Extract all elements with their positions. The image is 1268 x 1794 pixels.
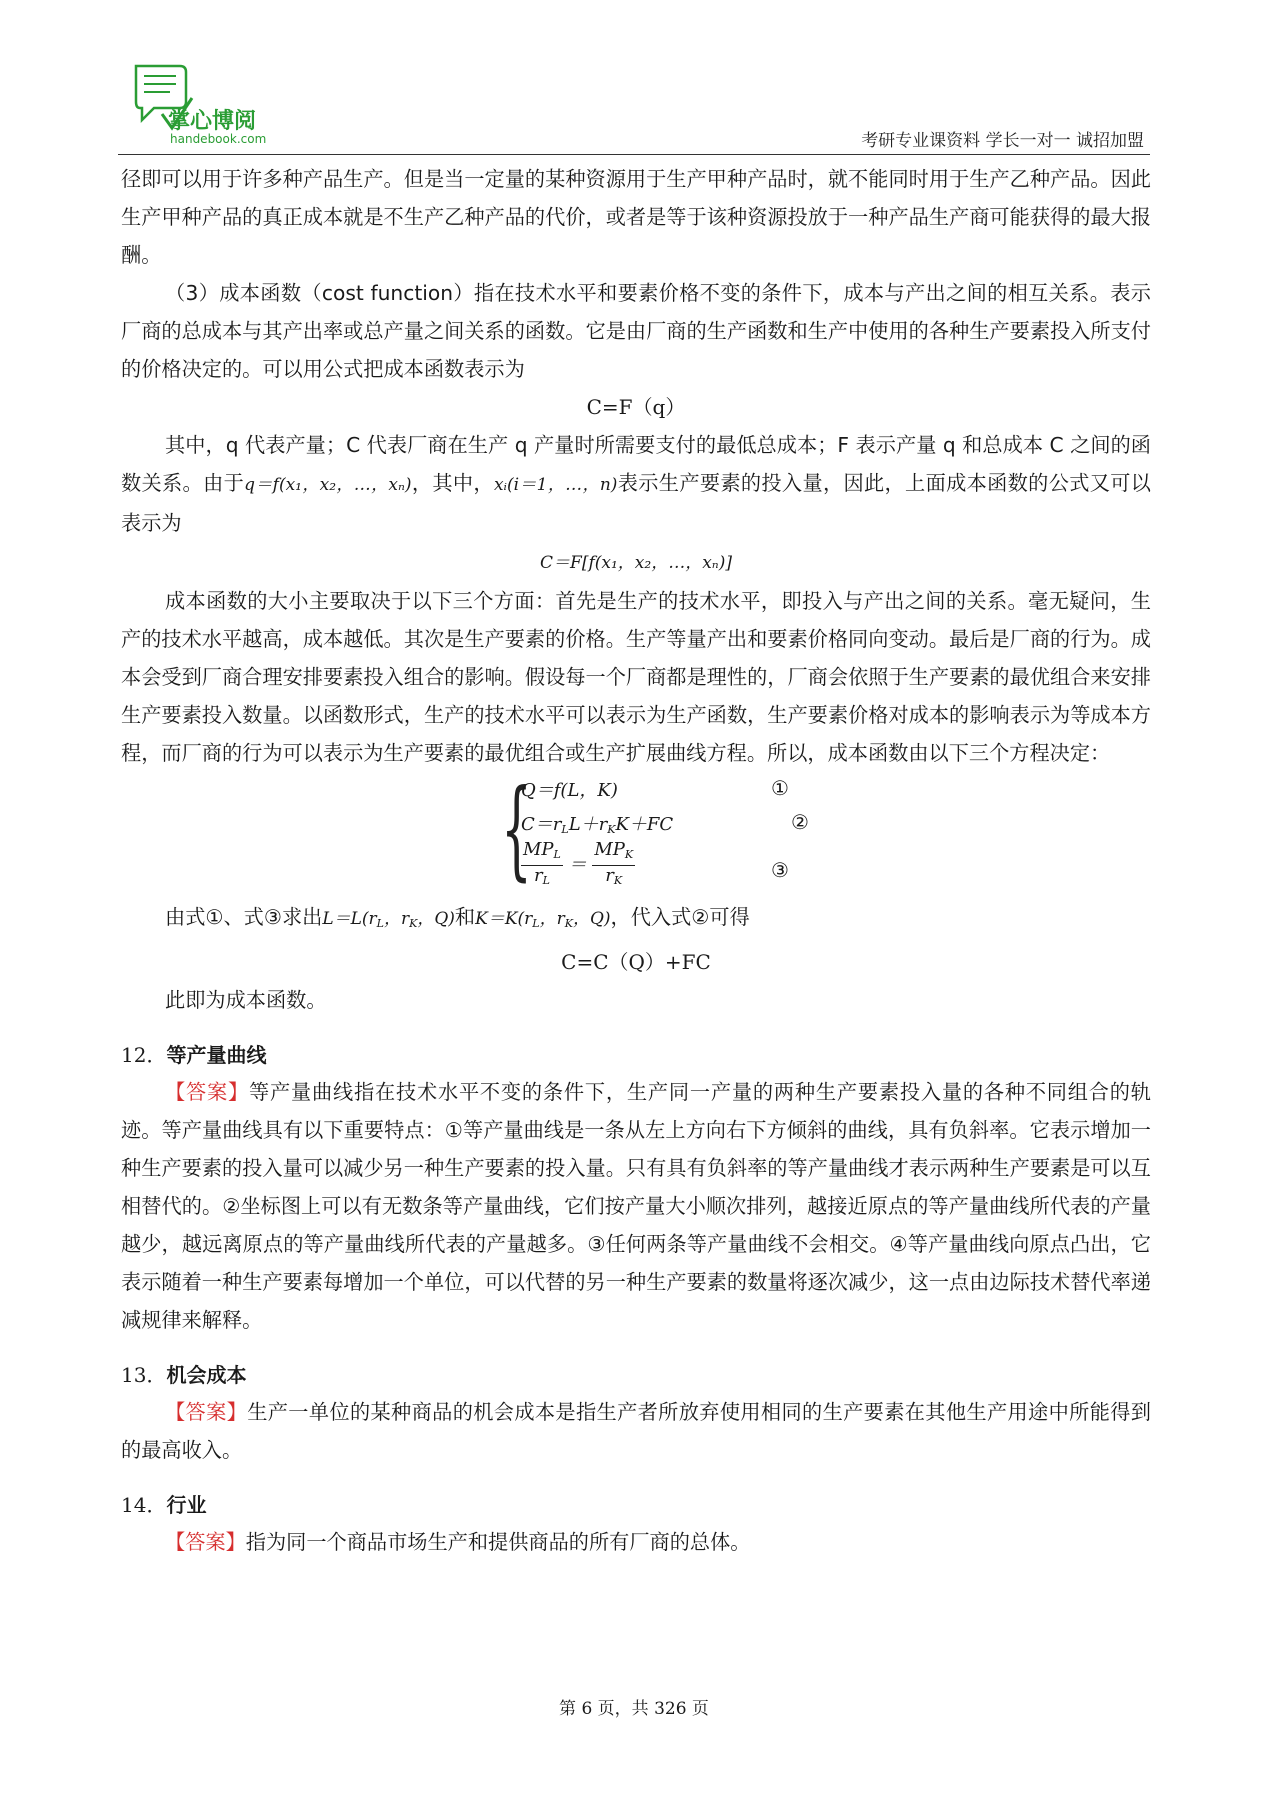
logo-url: handebook.com [170,132,267,146]
equation-3: $\frac{MP_L}{r_L}$ ＝ $\frac{MP_K}{r_K}$ [523,839,634,887]
brace-symbol: { [501,767,532,892]
logo-text: 掌心博阅 [168,109,257,134]
equation-2: $C=r_LL+r_KK+FC$ [521,814,674,836]
section-answer: 【答案】生产一单位的某种商品的机会成本是指生产者所放弃使用相同的生产要素在其他生产用途中所能得到的最高收入。 [121,1400,1151,1462]
formula-3: C=C（Q）+FC [561,950,711,974]
answer-tag: 【答案】 [165,1080,249,1104]
answer-tag: 【答案】 [165,1400,248,1424]
equation-2-number: ② [791,810,809,834]
header-divider [118,154,1150,155]
math-inputs: xᵢ(i＝1，…，n) [493,475,618,495]
math-production-fn: q＝f(x₁，x₂，…，xₙ) [244,475,412,495]
answer-tag: 【答案】 [165,1530,246,1554]
formula-2: C＝F[f(x₁，x₂，…，xₙ)] [540,553,732,573]
equation-1-number: ① [771,776,789,800]
formula-1: C=F（q） [586,395,686,419]
page-footer: 第 6 页，共 326 页 [559,1699,709,1719]
paragraph-where: 其中，q 代表产量；C 代表厂商在生产 q 产量时所需要支付的最低总成本；F 表示产量 q 和总成本 C 之间的函数关系。由于q＝f(x₁，x₂，…，xₙ)，其中，xᵢ(i＝1，…，n)表示生产要素的投入量，因此，上面成本函数的公式又可以表示为 [121,433,1151,535]
section-heading: 13．机会成本 [121,1363,247,1387]
section-heading: 12．等产量曲线 [121,1043,267,1067]
paragraph-factors: 成本函数的大小主要取决于以下三个方面：首先是生产的技术水平，即投入与产出之间的关系。毫无疑问，生产的技术水平越高，成本越低。其次是生产要素的价格。生产等量产出和要素价格同向变动。最后是厂商的行为。成本会受到厂商合理安排要素投入组合的影响。假设每一个厂商都是理性的，厂商会依照于生产要素的最优组合来安排生产要素投入数量。以函数形式，生产的技术水平可以表示为生产函数，生产要素价格对成本的影响表示为等成本方程，而厂商的行为可以表示为生产要素的最优组合或生产扩展曲线方程。所以，成本函数由以下三个方程决定： [121,589,1151,765]
header-slogan: 考研专业课资料 学长一对一 诚招加盟 [861,131,1144,151]
equation-1: Q＝f(L，K) [521,780,618,801]
page-content [121,160,1151,1561]
paragraph-cost-function: （3）成本函数（cost function）指在技术水平和要素价格不变的条件下，成本与产出之间的相互关系。表示厂商的总成本与其产出率或总产量之间关系的函数。它是由厂商的生产函数和生产中使用的各种生产要素投入所支付的价格决定的。可以用公式把成本函数表示为 [121,281,1151,381]
section-answer: 【答案】等产量曲线指在技术水平不变的条件下，生产同一产量的两种生产要素投入量的各种不同组合的轨迹。等产量曲线具有以下重要特点：①等产量曲线是一条从左上方向右下方倾斜的曲线，具有负斜率。它表示增加一种生产要素的投入量可以减少另一种生产要素的投入量。只有具有负斜率的等产量曲线才表示两种生产要素是可以互相替代的。②坐标图上可以有无数条等产量曲线，它们按产量大小顺次排列，越接近原点的等产量曲线所代表的产量越少，越远离原点的等产量曲线所代表的产量越多。③任何两条等产量曲线不会相交。④等产量曲线向原点凸出，它表示随着一种生产要素每增加一个单位，可以代替的另一种生产要素的数量将逐次减少，这一点由边际技术替代率递减规律来解释。 [121,1080,1151,1332]
paragraph-1: 径即可以用于许多种产品生产。但是当一定量的某种资源用于生产甲种产品时，就不能同时用于生产乙种产品。因此生产甲种产品的真正成本就是不生产乙种产品的代价，或者是等于该种资源投放于一种产品生产商可能获得的最大报酬。 [121,167,1151,267]
paragraph-conclusion: 此即为成本函数。 [165,988,327,1012]
section-answer: 【答案】指为同一个商品市场生产和提供商品的所有厂商的总体。 [165,1530,751,1554]
equation-3-number: ③ [771,858,789,882]
paragraph-derive: 由式①、式③求出$L=L(r_L$，$r_K$，Q)和$K=K(r_L$，$r_K$，Q)，代入式②可得 [165,905,750,930]
section-heading: 14．行业 [121,1493,207,1517]
equation-system [121,767,1151,898]
